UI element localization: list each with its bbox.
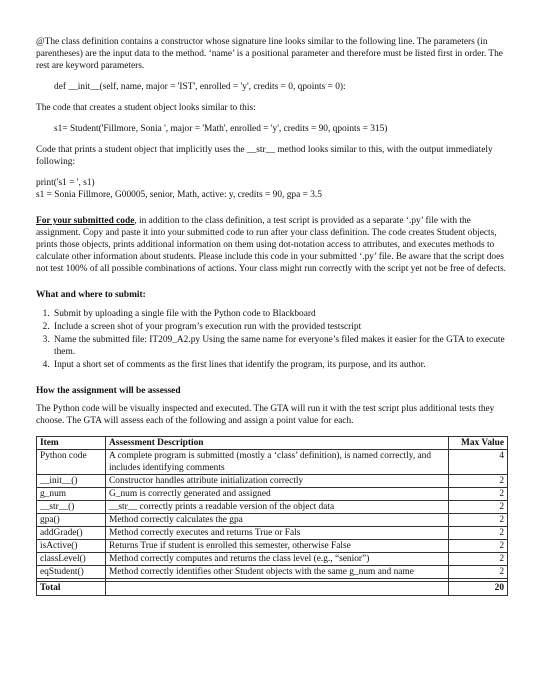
row-description: Constructor handles attribute initialization correctly <box>106 474 449 487</box>
row-description: G_num is correctly generated and assigned <box>106 487 449 500</box>
row-item: __str__() <box>37 500 106 513</box>
table-row <box>37 500 508 513</box>
list-item: 2. Include a screen shot of your program’s execution run with the provided testscript <box>52 321 507 333</box>
row-value: 2 <box>449 526 508 539</box>
row-value: 2 <box>449 553 508 566</box>
table-header-row <box>37 436 508 449</box>
row-item: gpa() <box>37 513 106 526</box>
row-description: Method correctly identifies other Student objects with the same g_num and name <box>106 566 449 579</box>
header-item: Item <box>37 436 106 449</box>
create-example: s1= Student('Fillmore, Sonia ', major = 'Math', enrolled = 'y', credits = 90, qpoints = 315) <box>54 124 388 135</box>
row-description: Method correctly executes and returns True or Fals <box>106 526 449 539</box>
table-row <box>37 487 508 500</box>
list-item: 3. Name the submitted file: IT209_A2.py Using the same name for everyone’s filed makes it easier for the GTA to execute them. <box>52 334 507 358</box>
row-description: __str__ correctly prints a readable version of the object data <box>106 500 449 513</box>
table-total-row <box>37 582 508 596</box>
row-description: A complete program is submitted (mostly a ‘class’ definition), is named correctly, and includes identifying comments <box>106 449 449 474</box>
table-row <box>37 513 508 526</box>
intro-paragraph: @The class definition contains a constructor whose signature line looks similar to the following line. The parameters (in parentheses) are the input data to the method. ‘name’ is a positional parameter and therefore must be listed first in order. The rest are keyword parameters. <box>36 37 503 72</box>
row-description: Returns True if student is enrolled this semester, otherwise False <box>106 540 449 553</box>
total-value: 20 <box>449 582 508 596</box>
submitted-code-paragraph <box>36 215 507 275</box>
row-value: 2 <box>449 540 508 553</box>
row-item: g_num <box>37 487 106 500</box>
row-value: 2 <box>449 487 508 500</box>
submitted-code-lead: For your submitted code <box>36 216 135 227</box>
total-empty-cell <box>106 582 449 596</box>
assessment-paragraph: The Python code will be visually inspected and executed. The GTA will run it with the test script plus additional tests they choose. The GTA will assess each of the following and assign a point value for each. <box>36 403 495 426</box>
submit-heading: What and where to submit: <box>36 290 146 301</box>
table-row <box>37 474 508 487</box>
total-label: Total <box>37 582 106 596</box>
row-item: Python code <box>37 449 106 474</box>
row-value: 4 <box>449 449 508 474</box>
assessment-table <box>36 436 508 596</box>
row-value: 2 <box>449 566 508 579</box>
constructor-signature: def __init__(self, name, major = 'IST', enrolled = 'y', credits = 0, qpoints = 0): <box>54 82 346 93</box>
header-description: Assessment Description <box>106 436 449 449</box>
row-value: 2 <box>449 474 508 487</box>
row-item: addGrade() <box>37 526 106 539</box>
row-item: __init__() <box>37 474 106 487</box>
table-row <box>37 553 508 566</box>
row-value: 2 <box>449 500 508 513</box>
row-description: Method correctly calculates the gpa <box>106 513 449 526</box>
assessment-heading: How the assignment will be assessed <box>36 385 181 396</box>
table-row <box>37 449 508 474</box>
row-item: eqStudent() <box>37 566 106 579</box>
list-item: 4. Input a short set of comments as the first lines that identify the program, its purpose, and its author. <box>52 359 507 371</box>
row-description: Method correctly computes and returns the class level (e.g., “senior”) <box>106 553 449 566</box>
list-item: 1. Submit by uploading a single file with the Python code to Blackboard <box>52 308 507 320</box>
create-intro: The code that creates a student object looks similar to this: <box>36 103 256 114</box>
print-intro: Code that prints a student object that implicitly uses the __str__ method looks similar to this, with the output immediately following: <box>36 145 493 168</box>
header-max-value: Max Value <box>449 436 508 449</box>
table-row <box>37 566 508 579</box>
row-value: 2 <box>449 513 508 526</box>
row-item: isActive() <box>37 540 106 553</box>
table-row <box>37 526 508 539</box>
table-row <box>37 540 508 553</box>
submitted-code-text: , in addition to the class definition, a test script is provided as a separate ‘.py’ file with the assignment. Copy and paste it into your submitted code to run after your class definition. The code creates Student objects, prints those objects, prints additional information on them using dot-notation access to attributes, and executes methods to calculate other information about students. Please include this code in your submitted ‘.py’ file. Be aware that the script does not test 100% of all possible combinations of actions. Your class might run correctly with the script yet not be free of defects. <box>36 216 506 275</box>
submit-list <box>36 308 507 371</box>
print-output: s1 = Sonia Fillmore, G00005, senior, Math, active: y, credits = 90, gpa = 3.5 <box>36 190 322 201</box>
row-item: classLevel() <box>37 553 106 566</box>
print-example: print('s1 = ', s1) <box>36 178 95 189</box>
